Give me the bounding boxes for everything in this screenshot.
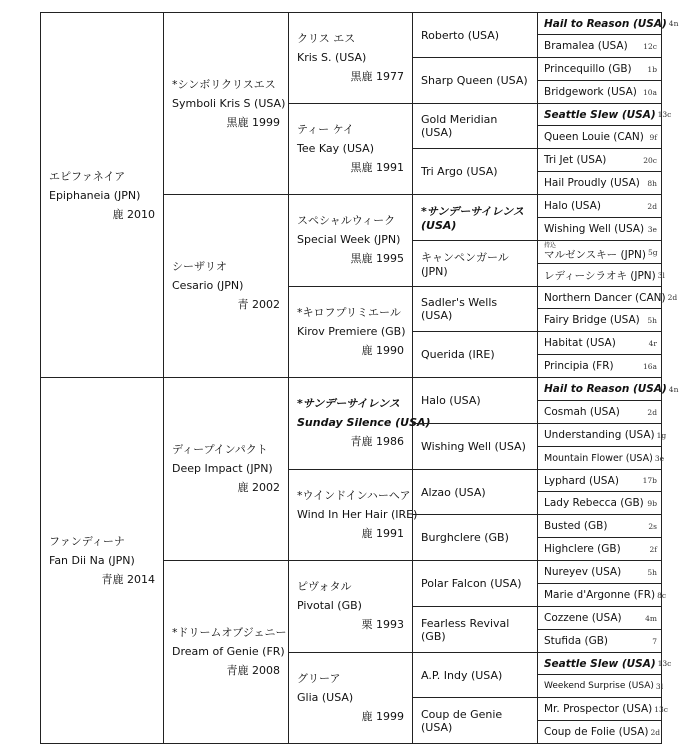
family-number: 4n	[668, 19, 679, 28]
horse-name: Hail to Reason (USA)	[544, 383, 667, 395]
family-number: 13c	[657, 110, 672, 119]
gen4-horse	[413, 470, 538, 515]
horse-name-en: Fan Dii Na (JPN)	[49, 554, 135, 567]
horse-name: Northern Dancer (CAN)	[544, 291, 666, 304]
horse-name-jp: *サンデーサイレンス	[297, 397, 400, 410]
family-number: 8c	[657, 590, 667, 600]
gen5-horse	[538, 653, 672, 675]
horse-name: Halo (USA)	[544, 200, 601, 212]
gen5-horse	[538, 721, 662, 744]
horse-name: Lyphard (USA)	[544, 474, 619, 487]
family-number: 2d	[647, 407, 657, 417]
horse-name: Coup de Genie (USA)	[421, 707, 503, 734]
horse-name: Habitat (USA)	[544, 337, 616, 349]
horse-name: Hail to Reason (USA)	[544, 17, 667, 30]
horse-name: Principia (FR)	[544, 360, 614, 372]
family-number: 13c	[657, 659, 672, 668]
gen5-horse	[538, 538, 662, 561]
family-number: 5g	[648, 247, 658, 257]
family-number: 1b	[647, 64, 657, 74]
gen3-dss	[289, 378, 431, 470]
horse-details: 鹿 1990	[361, 344, 404, 357]
gen4-horse	[413, 149, 538, 195]
horse-name: Tri Argo (USA)	[421, 165, 498, 178]
family-number: 13c	[654, 704, 668, 714]
family-number: 2f	[649, 544, 657, 554]
horse-name: Fairy Bridge (USA)	[544, 314, 640, 326]
horse-name: Stufida (GB)	[544, 635, 609, 647]
gen5-horse	[538, 218, 662, 241]
horse-name: キャンペンガール (JPN)	[421, 251, 509, 278]
horse-name: Nureyev (USA)	[544, 566, 622, 578]
gen3-sds	[289, 195, 413, 287]
horse-name: Bramalea (USA)	[544, 40, 628, 52]
gen3-dds	[289, 561, 413, 653]
horse-name: マルゼンスキー (JPN)	[544, 248, 646, 261]
horse-name: Wishing Well (USA)	[544, 223, 645, 235]
gen4-horse	[413, 698, 538, 744]
family-number: 5h	[647, 567, 657, 577]
gen4-horse	[413, 653, 538, 698]
horse-name: Alzao (USA)	[421, 485, 486, 499]
horse-name-jp: スペシャルウィーク	[297, 214, 396, 227]
gen2-ss	[164, 12, 289, 195]
horse-name: Busted (GB)	[544, 520, 608, 532]
horse-details: 鹿 2010	[112, 208, 155, 221]
horse-name-en: Special Week (JPN)	[297, 233, 401, 246]
family-number: 3l	[657, 270, 665, 280]
gen4-horse	[413, 58, 538, 104]
horse-name: Mr. Prospector (USA)	[544, 703, 653, 715]
horse-name-jp: *ウインドインハーヘア	[297, 489, 411, 502]
gen1-sire	[40, 12, 164, 378]
horse-details: 黒鹿 1991	[350, 161, 404, 174]
gen3-ssd	[289, 104, 413, 195]
gen3-sss	[289, 12, 413, 104]
gen5-horse	[538, 698, 668, 721]
horse-name-jp: ファンディーナ	[49, 535, 125, 548]
gen5-horse	[538, 630, 662, 653]
horse-name: *サンデーサイレンス (USA)	[421, 205, 524, 232]
gen5-horse	[538, 607, 662, 630]
horse-name: Sharp Queen (USA)	[421, 74, 528, 87]
horse-name: Polar Falcon (USA)	[421, 577, 522, 590]
gen4-horse	[413, 515, 538, 561]
family-number: 20c	[643, 155, 657, 165]
horse-name-jp: *ドリームオブジェニー	[172, 626, 287, 639]
gen5-horse	[538, 104, 672, 126]
gen5-horse	[538, 126, 662, 149]
gen5-horse	[538, 401, 662, 424]
horse-name-en: Symboli Kris S (USA)	[172, 97, 286, 110]
horse-name-jp: *キロフプリミエール	[297, 306, 401, 319]
horse-name: Highclere (GB)	[544, 543, 621, 555]
gen4-horse	[413, 104, 538, 149]
horse-details: 青鹿 2014	[101, 573, 155, 586]
horse-details: 鹿 1991	[361, 527, 404, 540]
gen3-ddd	[289, 653, 413, 744]
horse-name-en: Epiphaneia (JPN)	[49, 189, 141, 202]
family-number: 3l	[655, 681, 664, 691]
family-number: 10a	[642, 87, 657, 97]
horse-name: Bridgework (USA)	[544, 86, 637, 98]
horse-name-jp: ピヴォタル	[297, 580, 352, 593]
gen5-horse	[538, 584, 667, 607]
horse-name-en: Glia (USA)	[297, 691, 354, 704]
gen5-horse	[538, 561, 662, 584]
family-number: 4r	[648, 338, 657, 348]
gen5-horse	[538, 470, 662, 492]
gen5-horse	[538, 424, 667, 447]
horse-name-jp: ティー ケイ	[297, 123, 354, 136]
horse-details: 鹿 2002	[237, 481, 280, 494]
horse-details: 黒鹿 1995	[350, 252, 404, 265]
gen5-horse	[538, 264, 665, 287]
horse-name: Coup de Folie (USA)	[544, 726, 649, 738]
horse-name-en: Dream of Genie (FR)	[172, 645, 285, 658]
horse-name: レディーシラオキ (JPN)	[544, 269, 656, 282]
gen2-dd	[164, 561, 289, 744]
horse-name-jp: エピファネイア	[49, 170, 126, 183]
family-number: 5h	[647, 315, 657, 325]
family-number: 3e	[654, 453, 665, 463]
horse-name: Queen Louie (CAN)	[544, 131, 644, 143]
gen4-horse	[413, 424, 538, 470]
gen5-horse	[538, 81, 662, 104]
gen3-dsd	[289, 470, 418, 561]
gen2-ds	[164, 378, 289, 561]
gen5-horse	[538, 35, 662, 58]
family-number: 7	[652, 636, 657, 646]
family-number: 9f	[649, 132, 657, 142]
gen4-horse	[413, 287, 538, 332]
horse-name: Querida (IRE)	[421, 348, 495, 361]
horse-name: Weekend Surprise (USA)	[544, 681, 654, 691]
horse-name-en: Wind In Her Hair (IRE)	[297, 508, 418, 521]
horse-name: Seattle Slew (USA)	[544, 108, 656, 121]
family-number: 1g	[656, 430, 667, 440]
horse-name: Cozzene (USA)	[544, 612, 622, 624]
horse-details: 青鹿 1986	[350, 435, 404, 448]
family-number: 2d	[667, 293, 678, 302]
gen5-horse	[538, 332, 662, 355]
family-number: 3e	[647, 224, 657, 234]
family-number: 4m	[645, 613, 657, 623]
family-number: 2d	[647, 201, 657, 211]
horse-name: Burghclere (GB)	[421, 531, 509, 544]
horse-name-en: Deep Impact (JPN)	[172, 462, 273, 475]
horse-name-jp: ディープインパクト	[172, 443, 268, 456]
gen4-horse	[413, 241, 538, 287]
gen5-horse	[538, 492, 662, 515]
horse-name: Lady Rebecca (GB)	[544, 497, 644, 509]
family-number: 2s	[648, 521, 657, 531]
gen5-horse	[538, 149, 662, 172]
horse-name: Roberto (USA)	[421, 28, 500, 42]
horse-name: Understanding (USA)	[544, 429, 655, 441]
gen4-horse	[413, 378, 538, 424]
horse-name: Mountain Flower (USA)	[544, 452, 653, 464]
gen4-horse	[413, 561, 538, 607]
horse-details: 黒鹿 1999	[226, 116, 280, 129]
horse-name: Tri Jet (USA)	[544, 154, 607, 166]
horse-name-jp: シーザリオ	[172, 260, 227, 273]
gen4-horse	[413, 332, 538, 378]
horse-name-jp: グリーア	[297, 672, 341, 685]
gen1-dam	[40, 378, 164, 744]
horse-name: Marie d'Argonne (FR)	[544, 589, 656, 601]
gen5-horse	[538, 172, 662, 195]
horse-name-en: Tee Kay (USA)	[297, 142, 374, 155]
horse-name: Gold Meridian (USA)	[421, 113, 498, 139]
horse-name: Seattle Slew (USA)	[544, 657, 656, 670]
horse-details: 鹿 1999	[361, 710, 404, 723]
gen3-sdd	[289, 287, 413, 378]
gen5-horse	[538, 241, 662, 264]
gen5-horse	[538, 355, 662, 378]
family-number: 9b	[647, 498, 657, 508]
horse-details: 栗 1993	[361, 618, 404, 631]
gen2-sd	[164, 195, 289, 378]
horse-name-jp: *シンボリクリスエス	[172, 78, 276, 91]
gen5-horse	[538, 287, 678, 309]
horse-name: Fearless Revival (GB)	[421, 616, 510, 643]
horse-name: Hail Proudly (USA)	[544, 177, 640, 189]
gen5-horse	[538, 309, 662, 332]
horse-details: 青 2002	[237, 298, 280, 311]
gen5-horse	[538, 58, 662, 81]
family-number: 12c	[643, 41, 657, 51]
gen4-horse	[413, 12, 538, 58]
family-number: 2d	[650, 727, 661, 737]
gen5-horse	[538, 447, 665, 470]
gen4-horse	[413, 607, 538, 653]
gen5-horse	[538, 195, 662, 218]
horse-name-jp: クリス エス	[297, 32, 356, 45]
gen5-horse	[538, 12, 679, 35]
horse-name-en: Pivotal (GB)	[297, 599, 362, 612]
ruby-annotation: 持込	[544, 241, 557, 249]
horse-name-en: Kris S. (USA)	[297, 51, 367, 64]
family-number: 4n	[668, 384, 679, 394]
horse-name: A.P. Indy (USA)	[421, 668, 503, 682]
gen5-horse	[538, 675, 662, 698]
horse-details: 黒鹿 1977	[350, 70, 404, 83]
horse-name: Halo (USA)	[421, 394, 481, 407]
gen5-horse	[538, 378, 679, 401]
gen5-horse	[538, 515, 662, 538]
horse-details: 青鹿 2008	[226, 664, 280, 677]
horse-name: Cosmah (USA)	[544, 406, 620, 418]
horse-name-en: Sunday Silence (USA)	[297, 416, 431, 429]
family-number: 17b	[642, 476, 657, 485]
family-number: 8h	[647, 178, 657, 188]
family-number: 16a	[642, 361, 657, 371]
gen4-horse	[413, 195, 538, 241]
horse-name: Wishing Well (USA)	[421, 440, 526, 453]
horse-name-with-ruby	[544, 243, 646, 262]
horse-name-en: Cesario (JPN)	[172, 279, 244, 292]
horse-name: Princequillo (GB)	[544, 63, 632, 75]
horse-name: Sadler's Wells (USA)	[421, 296, 498, 322]
horse-name-en: Kirov Premiere (GB)	[297, 325, 406, 338]
